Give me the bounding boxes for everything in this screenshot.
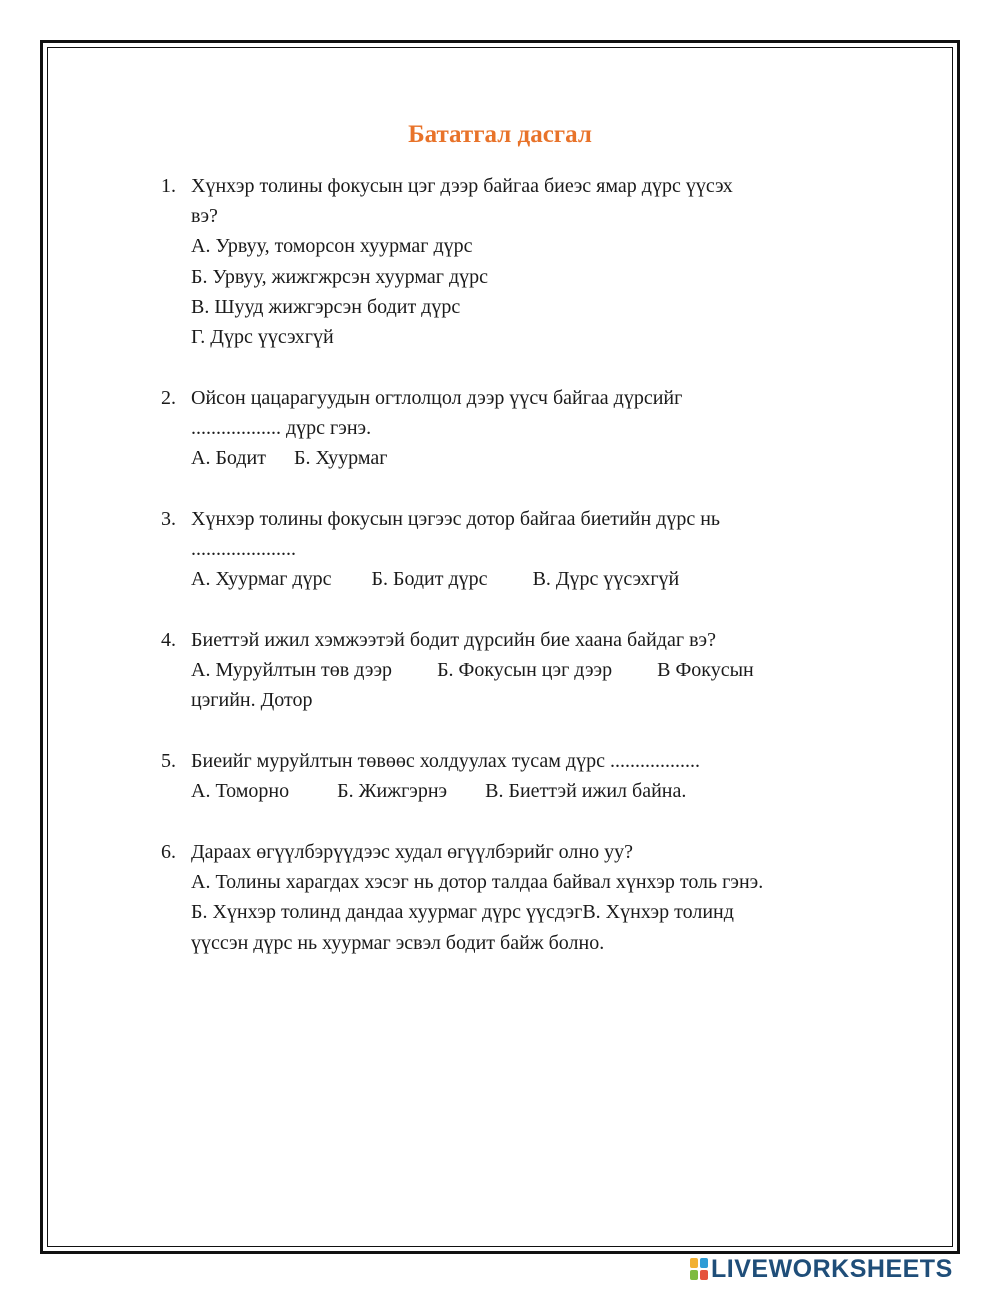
question-2 [161, 383, 861, 474]
answer-option[interactable]: Б. Жижгэрнэ [337, 780, 448, 803]
answer-option[interactable]: Г. Дүрс үүсэхгүй [191, 326, 334, 349]
answer-option[interactable]: В Фокусын [657, 659, 754, 682]
question-text-line: Биеттэй ижил хэмжээтэй бодит дүрсийн бие хаана байдаг вэ? [191, 629, 716, 651]
fill-in-blank[interactable]: .................. дүрс гэнэ. [191, 417, 372, 440]
question-number: 6. [161, 841, 176, 863]
worksheet-title: Бататгал дасгал [408, 121, 592, 148]
answer-option[interactable]: Б. Бодит дүрс [371, 568, 488, 591]
question-text-line: Дараах өгүүлбэрүүдээс худал өгүүлбэрийг олно уу? [191, 841, 633, 863]
liveworksheets-logo-text: LIVEWORKSHEETS [711, 1254, 953, 1283]
answer-option[interactable]: В. Биеттэй ижил байна. [485, 780, 687, 803]
answer-option[interactable]: Б. Фокусын цэг дээр [437, 659, 613, 682]
answer-option[interactable]: Б. Хуурмаг [293, 447, 388, 470]
question-number: 4. [161, 629, 176, 651]
answer-option[interactable]: Б. Урвуу, жижгжрсэн хуурмаг дүрс [191, 265, 489, 288]
question-text-line: Хүнхэр толины фокусын цэг дээр байгаа биеэс ямар дүрс үүсэх [191, 175, 733, 197]
question-3 [161, 504, 861, 595]
fill-in-blank[interactable]: ..................... [191, 538, 296, 561]
question-number: 2. [161, 387, 176, 409]
question-number: 1. [161, 175, 176, 197]
answer-option[interactable]: В. Шууд жижгэрсэн бодит дүрс [191, 295, 461, 318]
liveworksheets-logo[interactable] [690, 1256, 953, 1282]
answer-option[interactable]: А. Хуурмаг дүрс [191, 568, 332, 591]
answer-option[interactable]: Б. Хүнхэр толинд дандаа хуурмаг дүрс үүсдэгВ. Хүнхэр толинд [191, 901, 734, 924]
question-text-line: Ойсон цацарагуудын огтлолцол дээр үүсч байгаа дүрсийг [191, 387, 683, 409]
answer-option[interactable]: А. Бодит [191, 447, 266, 470]
answer-option[interactable]: А. Урвуу, томорсон хуурмаг дүрс [191, 235, 473, 258]
answer-option[interactable]: В. Дүрс үүсэхгүй [532, 568, 680, 591]
question-number: 5. [161, 750, 176, 772]
answer-option-continued: цэгийн. Дотор [191, 689, 313, 712]
question-text-line: Хүнхэр толины фокусын цэгээс дотор байгаа биетийн дүрс нь [191, 508, 721, 530]
question-number: 3. [161, 508, 176, 530]
answer-option[interactable]: А. Толины харагдах хэсэг нь дотор талдаа байвал хүнхэр толь гэнэ. [191, 871, 764, 894]
liveworksheets-logo-icon [690, 1258, 708, 1280]
question-1 [161, 171, 861, 352]
answer-option[interactable]: А. Муруйлтын төв дээр [191, 659, 393, 682]
question-6 [161, 837, 861, 958]
answer-option[interactable]: А. Томорно [191, 780, 290, 803]
answer-option[interactable]: үүссэн дүрс нь хуурмаг эсвэл бодит байж болно. [191, 931, 605, 954]
question-text-line: вэ? [191, 205, 218, 228]
question-text-line: Биеийг муруйлтын төвөөс холдуулах тусам дүрс .................. [191, 750, 700, 772]
question-5 [161, 746, 861, 806]
question-4 [161, 625, 861, 716]
